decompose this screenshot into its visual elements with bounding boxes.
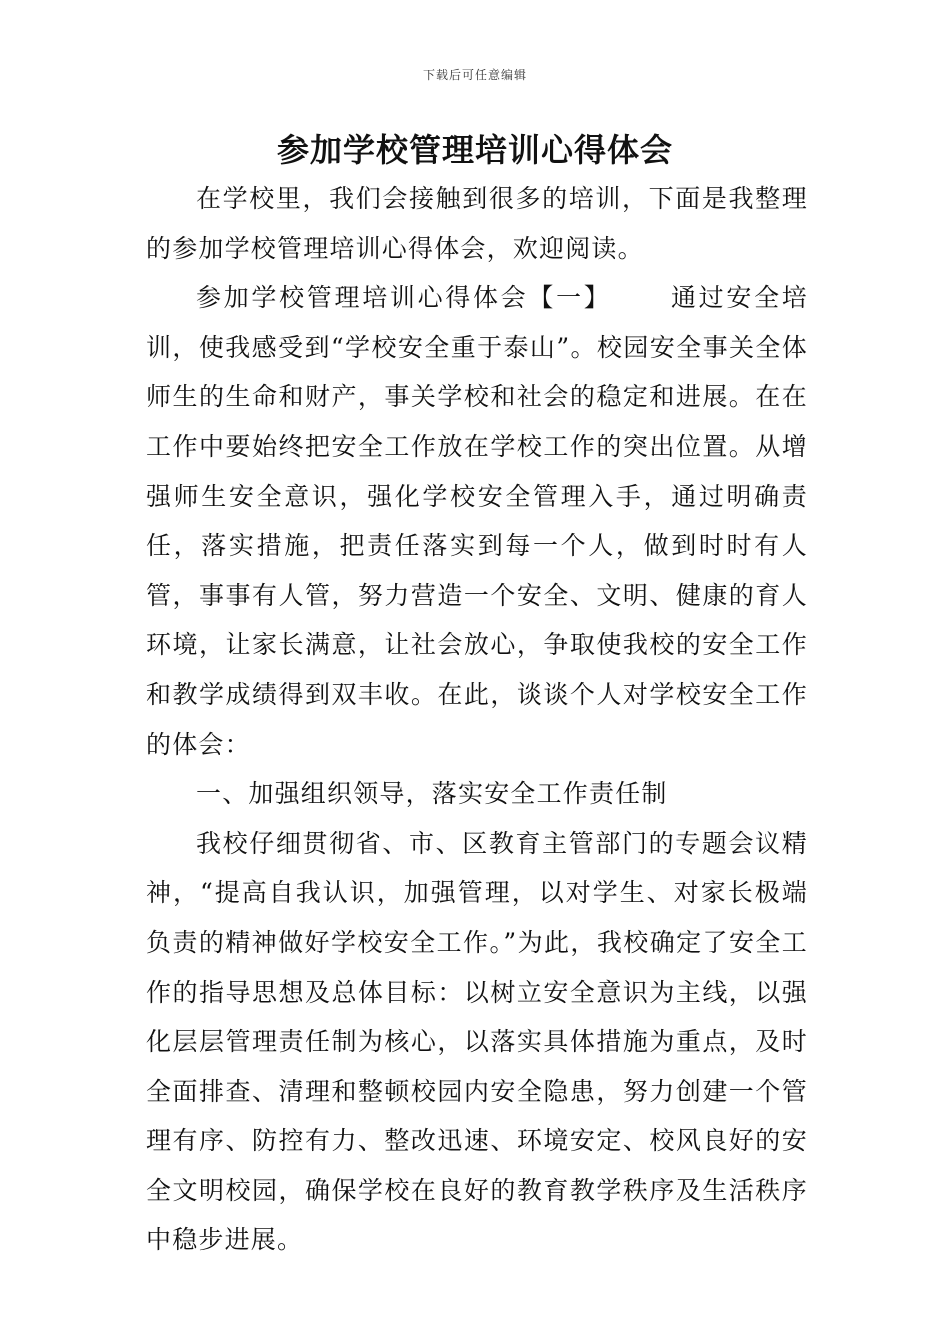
section-one-label: 参加学校管理培训心得体会【一】	[196, 283, 612, 313]
header-note: 下载后可任意编辑	[422, 68, 527, 82]
intro-paragraph: 在学校里，我们会接触到很多的培训，下面是我整理的参加学校管理培训心得体会，欢迎阅读。	[146, 184, 808, 263]
document-body	[146, 174, 808, 1265]
section-one-text: 通过安全培训，使我感受到“学校安全重于泰山”。校园安全事关全体师生的生命和财产，事关学校和社会的稳定和进展。在在工作中要始终把安全工作放在学校工作的突出位置。从增强师生安全意识，强化学校安全管理入手，通过明确责任，落实措施，把责任落实到每一个人，做到时时有人管，事事有人管，努力营造一个安全、文明、健康的育人环境，让家长满意，让社会放心，争取使我校的安全工作和教学成绩得到双丰收。在此，谈谈个人对学校安全工作的体会：	[146, 283, 808, 759]
document-title: 参加学校管理培训心得体会	[276, 131, 673, 169]
paragraph-2: 我校仔细贯彻省、市、区教育主管部门的专题会议精神，“提高自我认识，加强管理，以对学生、对家长极端负责的精神做好学校安全工作。”为此，我校确定了安全工作的指导思想及总体目标：以树立安全意识为主线，以强化层层管理责任制为核心，以落实具体措施为重点，及时全面排查、清理和整顿校园内安全隐患，努力创建一个管理有序、防控有力、整改迅速、环境安定、校风良好的安全文明校园，确保学校在良好的教育教学秩序及生活秩序中稳步进展。	[146, 828, 808, 1255]
section-one-paragraph	[146, 273, 808, 769]
section-heading-1: 一、加强组织领导，落实安全工作责任制	[196, 779, 668, 809]
